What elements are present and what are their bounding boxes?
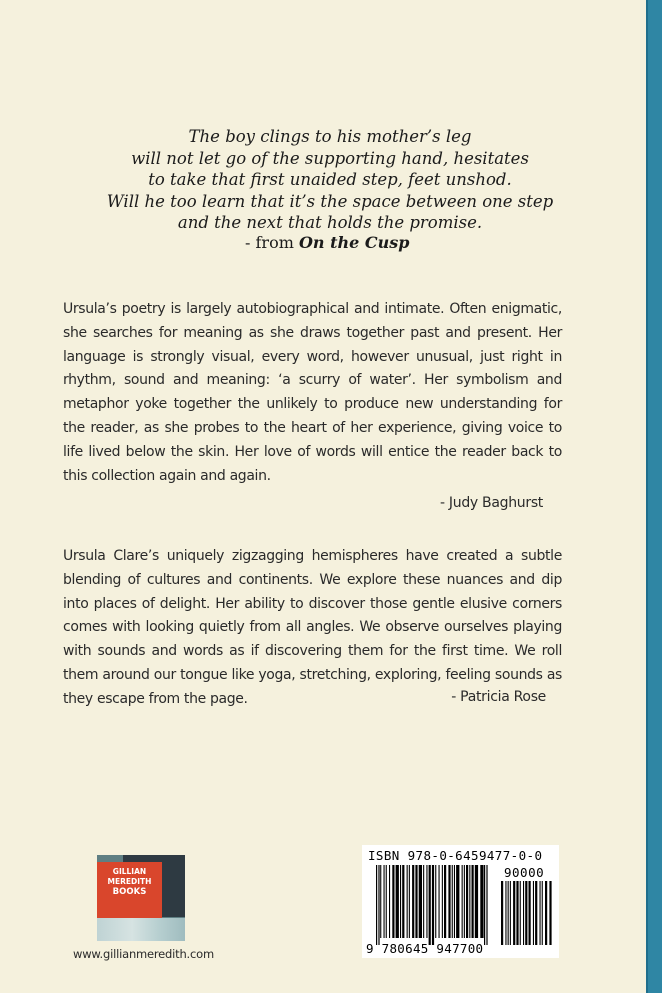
barcode-bar — [380, 865, 381, 938]
barcode-bar — [505, 881, 506, 945]
barcode-bar — [486, 865, 487, 945]
barcode-bar — [429, 865, 431, 945]
barcode-bar — [402, 865, 404, 938]
barcode-bar — [501, 881, 503, 945]
barcode-bar — [533, 881, 534, 945]
barcode-bar — [452, 865, 453, 938]
barcode-bar — [396, 865, 399, 938]
barcode-bar — [464, 865, 465, 938]
publisher-url: www.gillianmeredith.com — [73, 947, 214, 961]
attribution-prefix: - from — [245, 233, 294, 252]
barcode-bar — [448, 865, 450, 938]
spine-edge — [646, 0, 662, 993]
barcode-bar — [435, 865, 436, 938]
barcode-bar — [389, 865, 390, 938]
barcode-bar — [423, 865, 424, 938]
logo-line-meredith: MEREDITH — [107, 877, 152, 886]
poem-line: to take that first unaided step, feet unshod. — [148, 170, 512, 189]
barcode-bar — [392, 865, 394, 938]
barcode-bar — [432, 865, 434, 945]
barcode-bar — [472, 865, 474, 938]
poem-excerpt — [60, 126, 600, 234]
poem-line: and the next that holds the promise. — [177, 213, 483, 232]
review-patricia-rose: Ursula Clare’s uniquely zigzagging hemispheres have created a subtle blending of cultures and continents. We explore these nuances and dip into places of delight. Her ability to discover those gentle elusive corners comes with looking quietly from all angles. We observe ourselves playing with sounds and words as if discovering them for the first time. We roll them around our tongue like yoga, stretching, exploring, feeling sounds as they escape from the page. — [63, 548, 562, 707]
barcode-bar — [439, 865, 440, 938]
barcode-bar — [525, 881, 527, 945]
barcode-bar — [419, 865, 422, 938]
barcode-digits: 9 780645 947700 — [366, 941, 484, 956]
review-judy-baghurst: Ursula’s poetry is largely autobiographical and intimate. Often enigmatic, she searches for meaning as she draws together past and present. Her language is strongly visual, every word, however unusual, just right in rhythm, sound and meaning: ‘a scurry of water’. Her symbolism and metaphor yoke together the unlikely to produce new understanding for the reader, as she probes to the heart of her experience, giving voice to life lived below the skin. Her love of words will entice the reader back to this collection again and again. — [63, 301, 562, 484]
barcode-bar — [545, 881, 547, 945]
barcode-bar — [508, 881, 509, 945]
barcode-bar — [462, 865, 463, 938]
barcode-bar — [535, 881, 537, 945]
barcode-bar — [529, 881, 531, 945]
barcode-bar — [466, 865, 468, 938]
barcode-bar — [454, 865, 455, 938]
barcode-bar — [484, 865, 485, 945]
barcode-bar — [516, 881, 518, 945]
barcode-bar — [415, 865, 417, 938]
barcode-bar — [523, 881, 524, 945]
isbn-barcode — [362, 845, 559, 958]
barcode-addon-number: 90000 — [504, 865, 545, 880]
logo-line-books: BOOKS — [112, 887, 147, 897]
barcode-bar — [480, 865, 483, 938]
barcode-bar — [469, 865, 470, 938]
barcode-bar — [426, 865, 427, 938]
barcode-bar — [384, 865, 385, 938]
barcode-bar — [549, 881, 551, 945]
barcode-bar — [378, 865, 379, 945]
barcode-bar — [475, 865, 478, 938]
poem-attribution — [245, 233, 409, 252]
barcode-bar — [407, 865, 408, 938]
review-author-patricia: - Patricia Rose — [451, 689, 546, 705]
publisher-logo — [97, 855, 185, 941]
barcode-bar — [540, 881, 541, 945]
review-author-judy: - Judy Baghurst — [440, 495, 543, 511]
logo-text — [97, 867, 162, 897]
barcode-bar — [520, 881, 521, 945]
barcode-bar — [510, 881, 511, 945]
barcode-bar — [513, 881, 515, 945]
poem-line: will not let go of the supporting hand, hesitates — [131, 148, 529, 168]
barcode-bar — [409, 865, 410, 938]
barcode-bar — [400, 865, 401, 938]
barcode-bar — [412, 865, 414, 938]
isbn-label: ISBN 978-0-6459477-0-0 — [368, 848, 543, 863]
barcode-bar — [444, 865, 446, 938]
barcode-bar — [456, 865, 459, 938]
barcode-bar — [386, 865, 387, 938]
poem-line: Will he too learn that it’s the space between one step — [106, 191, 554, 211]
logo-teal-block — [97, 918, 185, 941]
barcode-bar — [442, 865, 443, 938]
poem-line: The boy clings to his mother’s leg — [188, 127, 472, 146]
barcode-bar — [376, 865, 377, 945]
logo-line-gillian: GILLIAN — [112, 867, 147, 876]
barcode-bar — [542, 881, 543, 945]
attribution-title: On the Cusp — [298, 233, 410, 252]
